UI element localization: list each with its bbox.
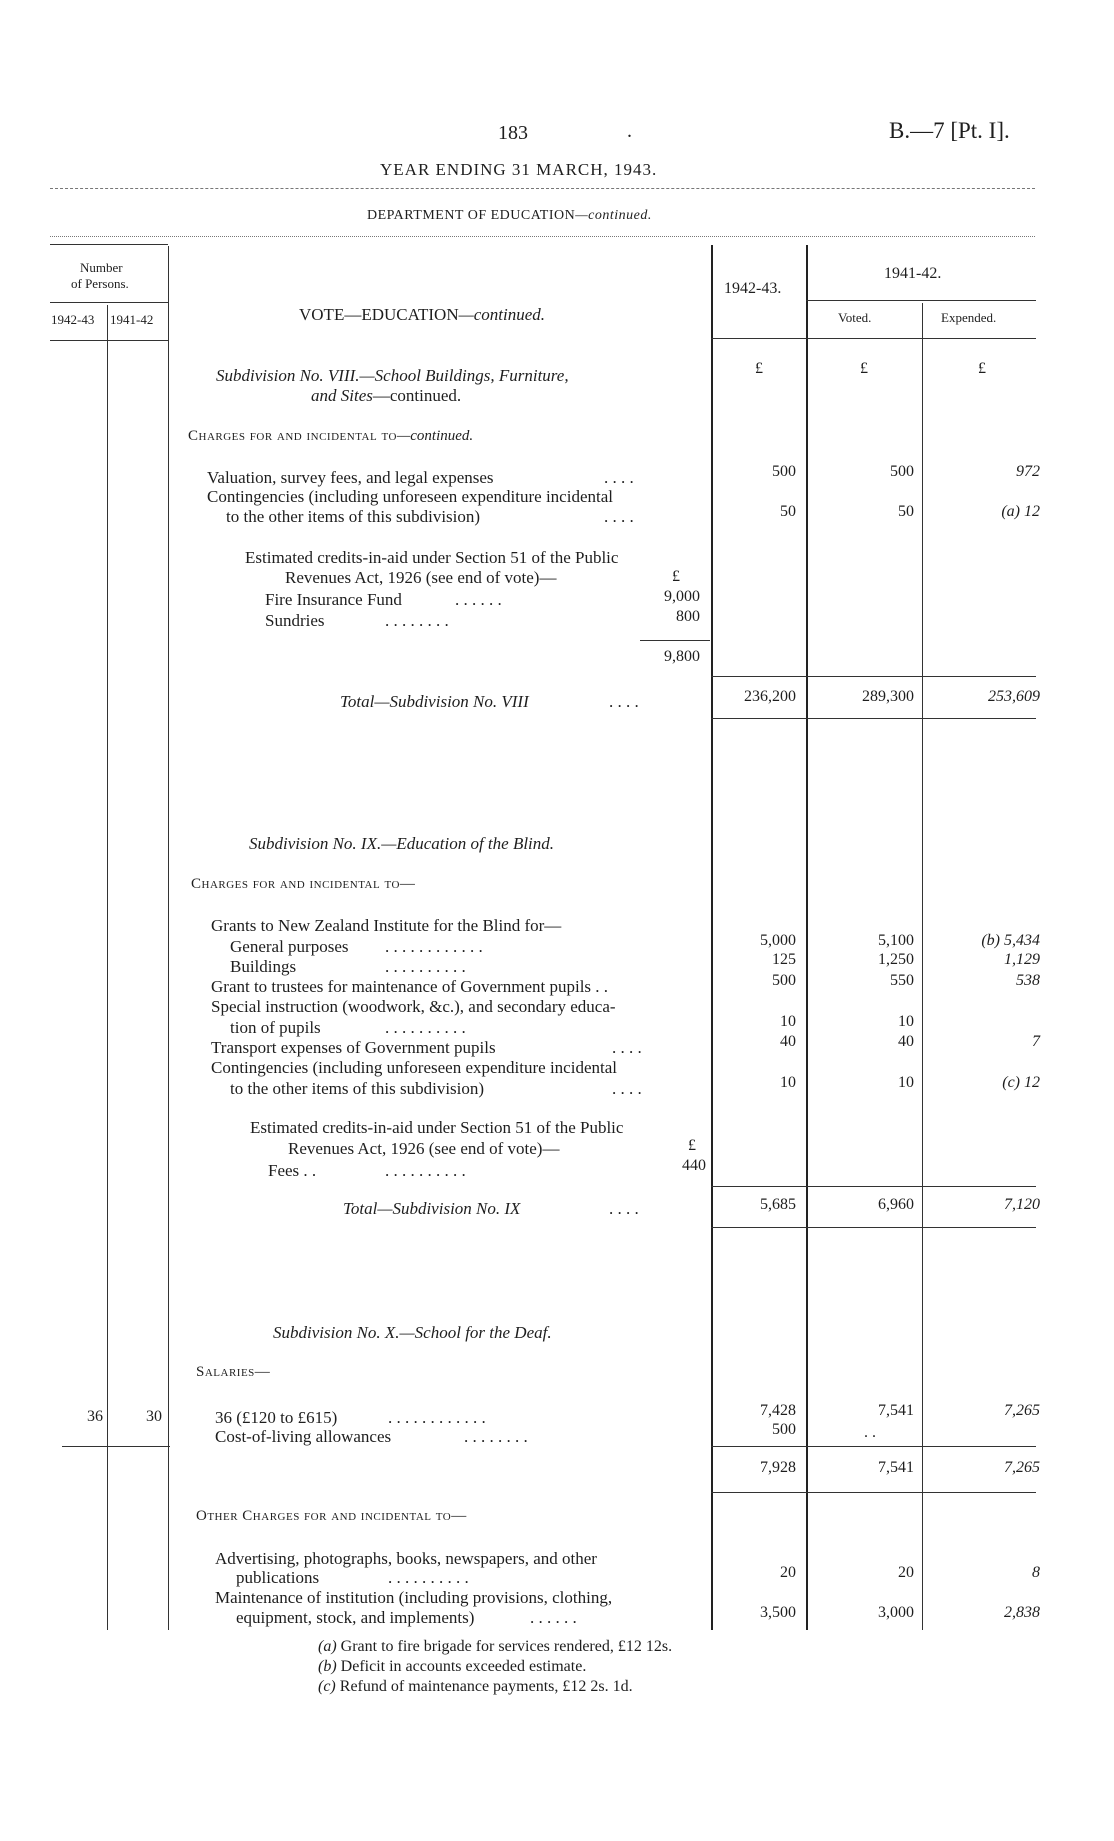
sub9-title: Subdivision No. IX.—Education of the Blind. (249, 834, 555, 853)
footnote-b (318, 1658, 586, 1676)
sundries-value: 800 (676, 608, 700, 625)
sundries-dots: . . . . . . . . (385, 611, 449, 630)
persons-col-1941: 1941-42 (110, 312, 154, 327)
footnote-c (318, 1678, 633, 1696)
salaries-heading (196, 1364, 270, 1381)
cost-of-living-label: Cost-of-living allowances (215, 1427, 392, 1446)
cost-of-living-voted: . . (864, 1424, 876, 1441)
salaries-dash: — (254, 1364, 270, 1380)
salaries-subtotal-expended: 7,265 (1004, 1459, 1040, 1476)
sub9-total-1942: 5,685 (760, 1196, 796, 1213)
sub9-contingencies-voted: 10 (898, 1074, 914, 1091)
salaries-36-voted: 7,541 (878, 1402, 914, 1419)
salaries-36-label: 36 (£120 to £615) (215, 1408, 338, 1427)
persons-subtotal-rule (62, 1446, 170, 1447)
advertising-dots: . . . . . . . . . . (388, 1568, 469, 1587)
sub8-total-expended: 253,609 (988, 688, 1040, 705)
table-top-rule (50, 244, 168, 245)
salaries-36-expended: 7,265 (1004, 1402, 1040, 1419)
vote-continued: —continued. (458, 305, 545, 324)
vote-name: VOTE—EDUCATION (299, 305, 459, 324)
valuation-1942: 500 (772, 463, 796, 480)
sub9-total-expended: 7,120 (1004, 1196, 1040, 1213)
general-purposes-expended: (b) 5,434 (981, 932, 1040, 949)
sub9-contingencies-line2: to the other items of this subdivision) (230, 1079, 485, 1098)
persons-header-rule-2 (50, 340, 168, 341)
sub9-total-voted: 6,960 (878, 1196, 914, 1213)
salaries-subtotal-voted: 7,541 (878, 1459, 914, 1476)
fees-value: 440 (682, 1157, 706, 1174)
sub8-credits-line2: Revenues Act, 1926 (see end of vote)— (285, 568, 557, 587)
fees-label: Fees . . (268, 1161, 317, 1180)
sub8-charges-heading (188, 428, 473, 445)
col-header-1942: 1942-43. (724, 280, 782, 297)
maintenance-voted: 3,000 (878, 1604, 914, 1621)
other-charges-heading (196, 1508, 466, 1525)
sub10-title: Subdivision No. X.—School for the Deaf. (273, 1323, 552, 1342)
maintenance-line2: equipment, stock, and implements) (236, 1608, 475, 1627)
persons-col-1942: 1942-43 (51, 312, 95, 327)
sub9-credits-line2: Revenues Act, 1926 (see end of vote)— (288, 1139, 560, 1158)
buildings-label: Buildings (230, 957, 297, 976)
pound-sign-expended: £ (978, 360, 986, 377)
footnote-b-text: Deficit in accounts exceeded estimate. (340, 1658, 587, 1675)
sub8-total-1942: 236,200 (744, 688, 796, 705)
sub8-title-line1: Subdivision No. VIII.—School Buildings, Furniture, (216, 366, 569, 385)
sub8-contingencies-1942: 50 (780, 503, 796, 520)
persons-header: of Persons. (71, 276, 129, 291)
footnote-c-text: Refund of maintenance payments, £12 2s. 1d. (339, 1678, 633, 1695)
maintenance-line1: Maintenance of institution (including provisions, clothing, (215, 1588, 613, 1607)
year-header-rule (806, 300, 1036, 301)
sub9-contingencies-line1: Contingencies (including unforeseen expenditure incidental (211, 1058, 617, 1077)
salaries-36-1942: 7,428 (760, 1402, 796, 1419)
sub8-total-voted: 289,300 (862, 688, 914, 705)
persons-right-border (168, 246, 169, 1630)
footnote-a-text: Grant to fire brigade for services rendered, £12 12s. (340, 1638, 673, 1655)
page-number: 183 (498, 122, 528, 144)
sub8-title-line2 (311, 386, 461, 406)
trustees-1942: 500 (772, 972, 796, 989)
buildings-dots: . . . . . . . . . . (385, 957, 466, 976)
special-instruction-dots: . . . . . . . . . . (385, 1018, 466, 1037)
persons-1941-value: 30 (146, 1408, 162, 1425)
valuation-dots: . . . . (604, 468, 634, 487)
sub9-charges-dash: — (399, 876, 415, 892)
transport-expended: 7 (1032, 1033, 1040, 1050)
cost-of-living-1942: 500 (772, 1421, 796, 1438)
salaries-subtotal-rule-bottom (711, 1492, 1036, 1493)
year-title: YEAR ENDING 31 MARCH, 1943. (380, 160, 658, 179)
valuation-voted: 500 (890, 463, 914, 480)
fire-insurance-dots: . . . . . . (455, 590, 502, 609)
sub9-total-dots: . . . . (609, 1199, 639, 1218)
footnote-c-mark: (c) (318, 1678, 336, 1695)
department-name: DEPARTMENT OF EDUCATION (367, 208, 576, 223)
amount-header-rule-1 (711, 338, 1036, 339)
buildings-1942: 125 (772, 951, 796, 968)
sub8-contingencies-expended: (a) 12 (1001, 503, 1040, 520)
fire-insurance-label: Fire Insurance Fund (265, 590, 402, 609)
sub9-credits-line1: Estimated credits-in-aid under Section 51 of the Public (250, 1118, 624, 1137)
trustees-expended: 538 (1016, 972, 1040, 989)
sub8-total-dots: . . . . (609, 692, 639, 711)
sundries-label: Sundries (265, 611, 325, 630)
persons-divider (107, 305, 108, 1630)
sub9-total-rule-bottom (711, 1227, 1036, 1228)
special-instruction-line1: Special instruction (woodwork, &c.), and secondary educa- (211, 997, 616, 1016)
maintenance-expended: 2,838 (1004, 1604, 1040, 1621)
advertising-line2: publications (236, 1568, 320, 1587)
salaries-subtotal-rule-top (711, 1446, 1036, 1447)
special-instruction-1942: 10 (780, 1013, 796, 1030)
sub8-contingencies-line2: to the other items of this subdivision) (226, 507, 481, 526)
sub8-title-continued: —continued. (372, 386, 462, 405)
sub8-total-label: Total—Subdivision No. VIII (340, 692, 529, 711)
sub9-total-label: Total—Subdivision No. IX (343, 1199, 521, 1218)
vote-heading (299, 305, 545, 325)
sub9-contingencies-1942: 10 (780, 1074, 796, 1091)
persons-header-rule-1 (50, 302, 168, 303)
buildings-voted: 1,250 (878, 951, 914, 968)
sub9-total-rule-top (711, 1186, 1036, 1187)
header-rule (50, 188, 1035, 189)
salaries-label: Salaries (196, 1364, 255, 1380)
advertising-1942: 20 (780, 1564, 796, 1581)
transport-dots: . . . . (612, 1038, 642, 1057)
advertising-voted: 20 (898, 1564, 914, 1581)
fire-insurance-value: 9,000 (664, 588, 700, 605)
fees-dots: . . . . . . . . . . (385, 1161, 466, 1180)
sub8-total-rule-top (711, 676, 1036, 677)
department-continued: —continued. (575, 208, 652, 223)
salaries-subtotal-1942: 7,928 (760, 1459, 796, 1476)
maintenance-1942: 3,500 (760, 1604, 796, 1621)
cost-of-living-dots: . . . . . . . . (464, 1427, 528, 1446)
advertising-expended: 8 (1032, 1564, 1040, 1581)
special-instruction-line2: tion of pupils (230, 1018, 321, 1037)
sub8-total-rule-bottom (711, 718, 1036, 719)
amount-column-divider-1 (806, 245, 808, 1630)
sub9-charges-label: Charges for and incidental to (191, 876, 400, 892)
general-purposes-1942: 5,000 (760, 932, 796, 949)
sub8-credits-pound: £ (672, 568, 680, 585)
advertising-line1: Advertising, photographs, books, newspapers, and other (215, 1549, 597, 1568)
footnote-a-mark: (a) (318, 1638, 337, 1655)
general-purposes-dots: . . . . . . . . . . . . (385, 937, 483, 956)
sub8-contingencies-dots: . . . . (604, 507, 634, 526)
department-title (367, 208, 652, 224)
sub8-charges-continued: —continued. (396, 428, 474, 444)
footnote-b-mark: (b) (318, 1658, 337, 1675)
col-header-expended: Expended. (941, 310, 997, 325)
sub9-charges-heading (191, 876, 415, 893)
valuation-label: Valuation, survey fees, and legal expenses (207, 468, 494, 487)
general-purposes-voted: 5,100 (878, 932, 914, 949)
col-header-1941: 1941-42. (884, 265, 942, 282)
persons-1942-value: 36 (87, 1408, 103, 1425)
col-header-voted: Voted. (838, 310, 872, 325)
header-dot: . (627, 120, 632, 142)
document-reference: B.—7 [Pt. I]. (889, 118, 1010, 143)
transport-1942: 40 (780, 1033, 796, 1050)
sub8-credits-total: 9,800 (664, 648, 700, 665)
pound-sign-1942: £ (755, 360, 763, 377)
pound-sign-voted: £ (860, 360, 868, 377)
footnote-a (318, 1638, 672, 1656)
sub9-contingencies-expended: (c) 12 (1002, 1074, 1040, 1091)
sub8-credits-line1: Estimated credits-in-aid under Section 51 of the Public (245, 548, 619, 567)
trustees-voted: 550 (890, 972, 914, 989)
number-header: Number (80, 260, 123, 275)
other-charges-dash: — (451, 1508, 467, 1524)
amount-column-divider-2 (922, 303, 923, 1630)
other-charges-label: Other Charges for and incidental to (196, 1508, 452, 1524)
transport-label: Transport expenses of Government pupils (211, 1038, 496, 1057)
transport-voted: 40 (898, 1033, 914, 1050)
sub8-title-sites: and Sites (311, 386, 373, 405)
sub8-contingencies-line1: Contingencies (including unforeseen expenditure incidental (207, 487, 613, 506)
sub8-contingencies-voted: 50 (898, 503, 914, 520)
sub8-charges-label: Charges for and incidental to (188, 428, 397, 444)
sub9-credits-pound: £ (688, 1137, 696, 1154)
salaries-36-dots: . . . . . . . . . . . . (388, 1408, 486, 1427)
special-instruction-voted: 10 (898, 1013, 914, 1030)
sub9-contingencies-dots: . . . . (612, 1079, 642, 1098)
trustees-label: Grant to trustees for maintenance of Government pupils . . (211, 977, 609, 996)
maintenance-dots: . . . . . . (530, 1608, 577, 1627)
department-rule (50, 236, 1035, 237)
buildings-expended: 1,129 (1004, 951, 1040, 968)
grants-label: Grants to New Zealand Institute for the Blind for— (211, 916, 562, 935)
valuation-expended: 972 (1016, 463, 1040, 480)
sub8-credits-rule (640, 640, 710, 641)
general-purposes-label: General purposes (230, 937, 349, 956)
